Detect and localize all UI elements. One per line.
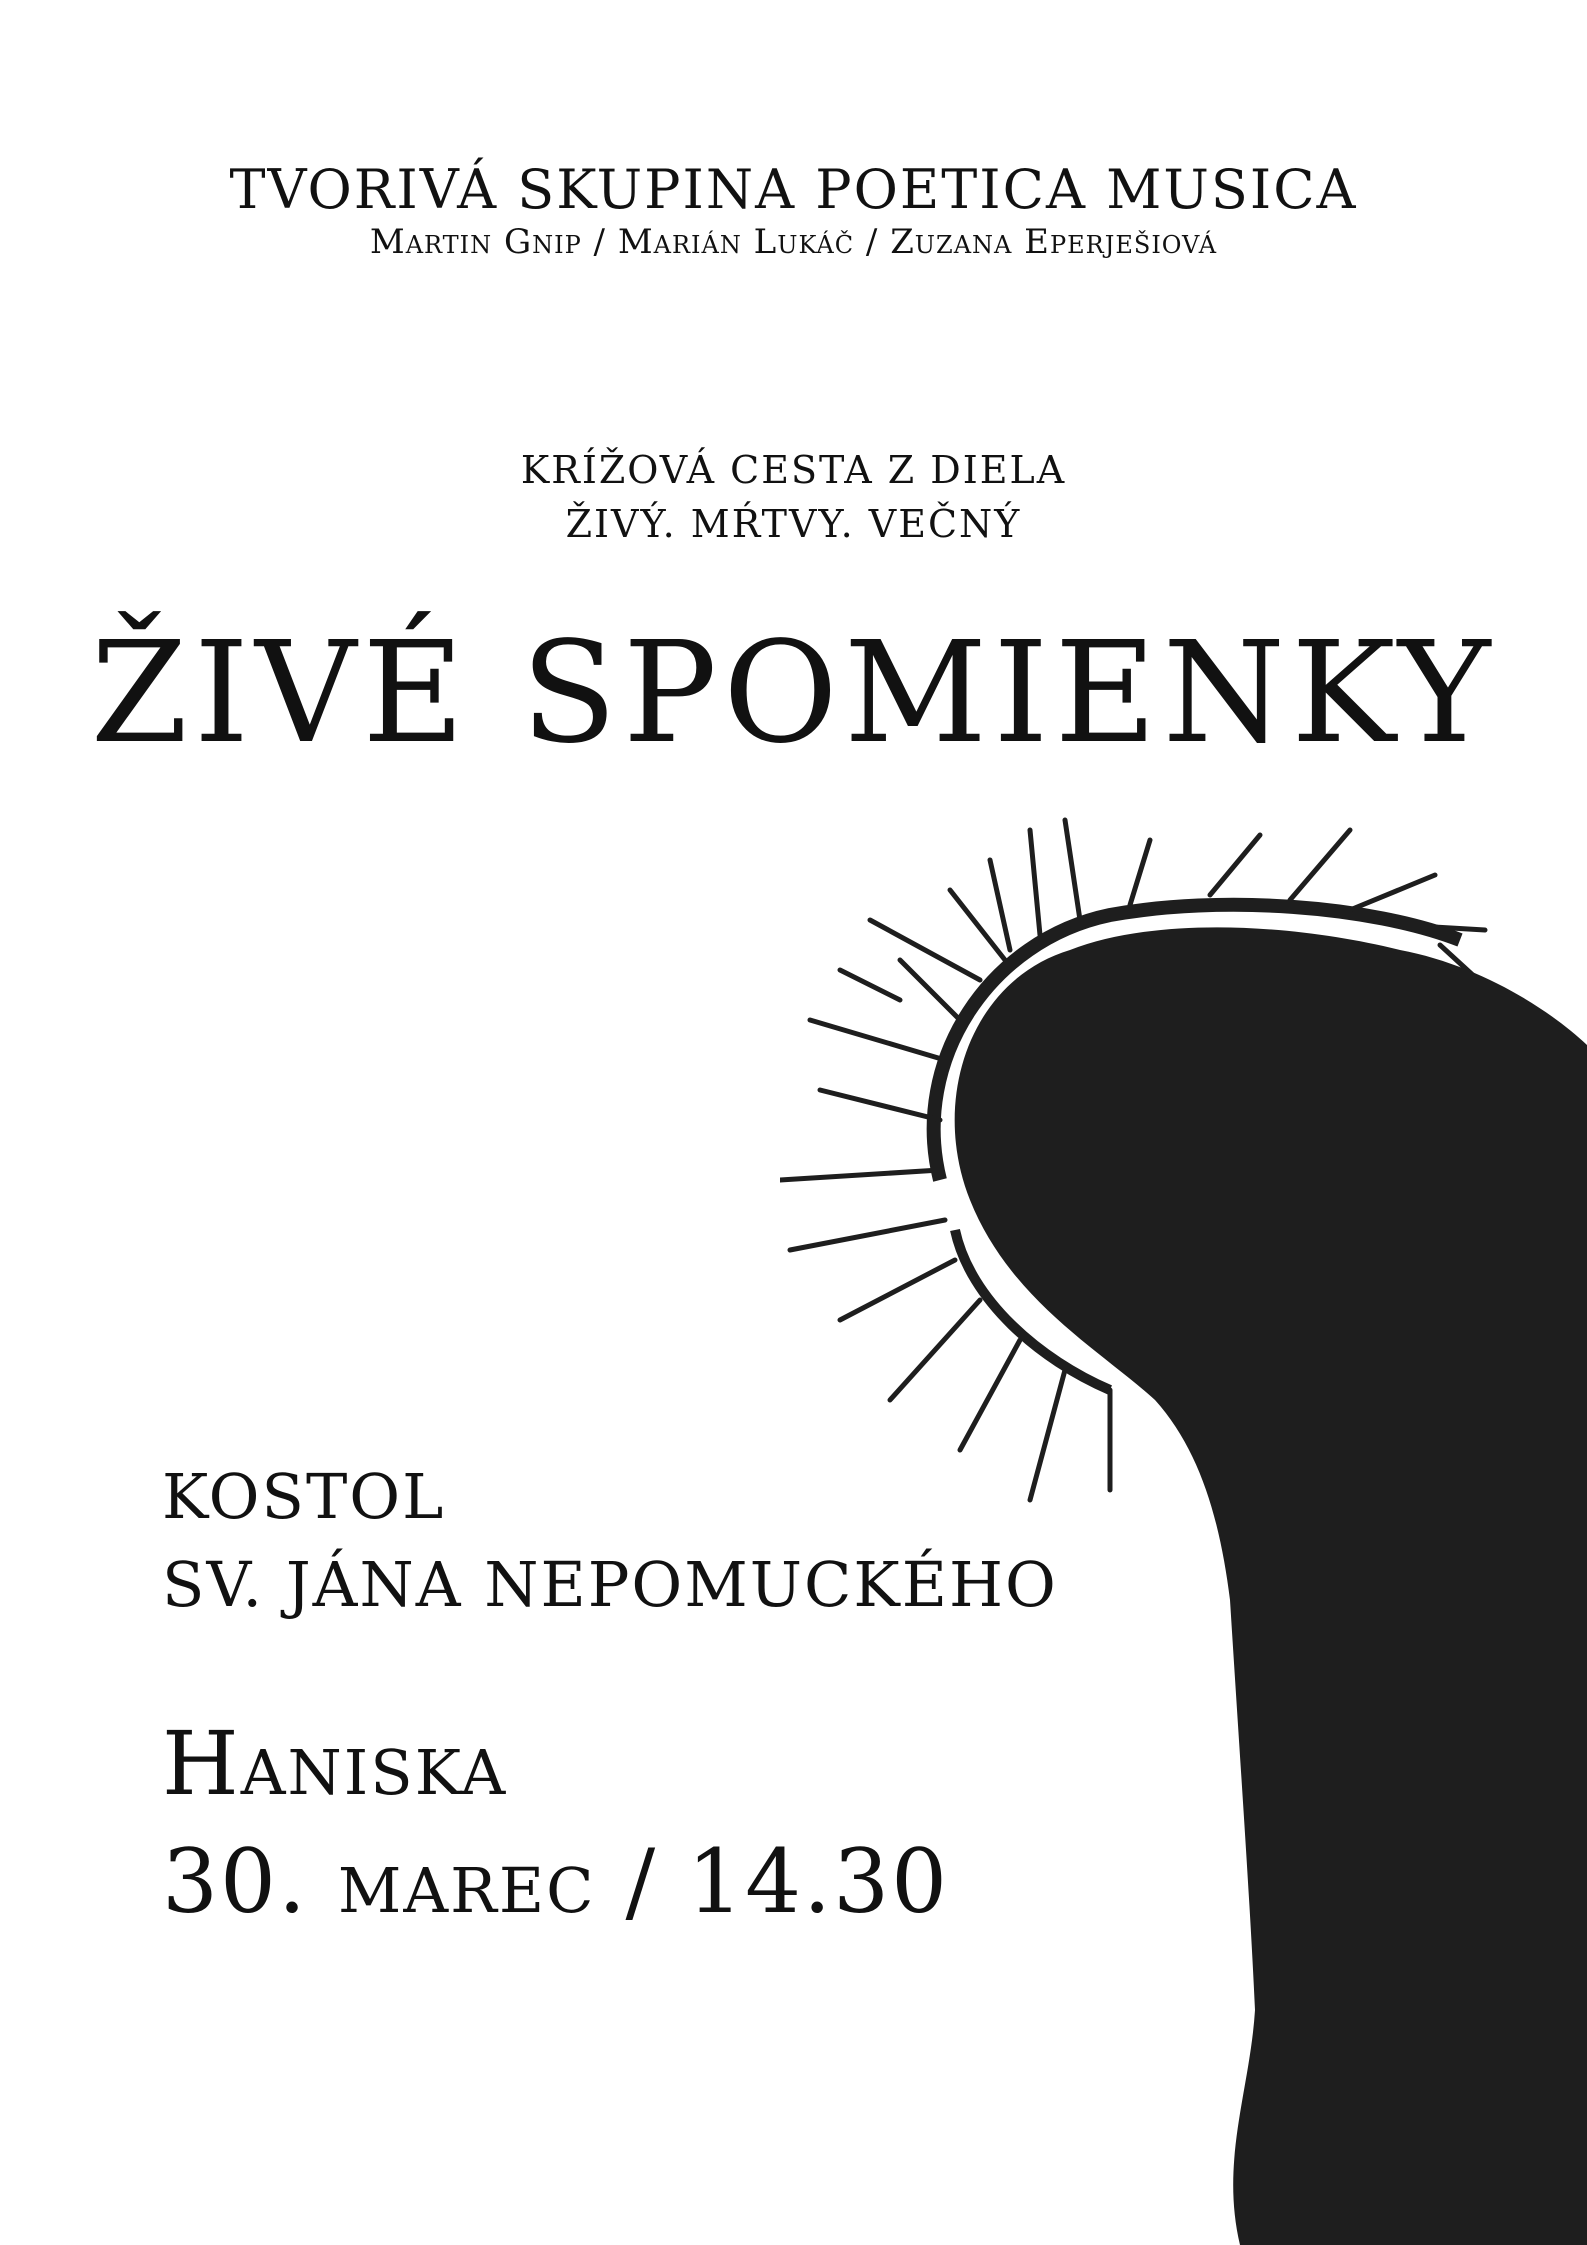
- subtitle-line-1: KRÍŽOVÁ CESTA Z DIELA: [520, 448, 1067, 492]
- venue-line-2: SV. JÁNA NEPOMUCKÉHO: [162, 1548, 1058, 1621]
- venue-line-1: KOSTOL: [162, 1460, 446, 1533]
- event-place: Haniska: [162, 1712, 508, 1815]
- event-datetime: 30. marec / 14.30: [162, 1830, 950, 1933]
- main-title: ŽIVÉ SPOMIENKY: [90, 612, 1497, 775]
- group-title: TVORIVÁ SKUPINA POETICA MUSICA: [229, 158, 1358, 221]
- crown-of-thorns-silhouette: [780, 800, 1587, 2245]
- subtitle-line-2: ŽIVÝ. MŔTVY. VEČNÝ: [565, 502, 1022, 546]
- authors-line: Martin Gnip / Marián Lukáč / Zuzana Eperješiová: [369, 222, 1218, 262]
